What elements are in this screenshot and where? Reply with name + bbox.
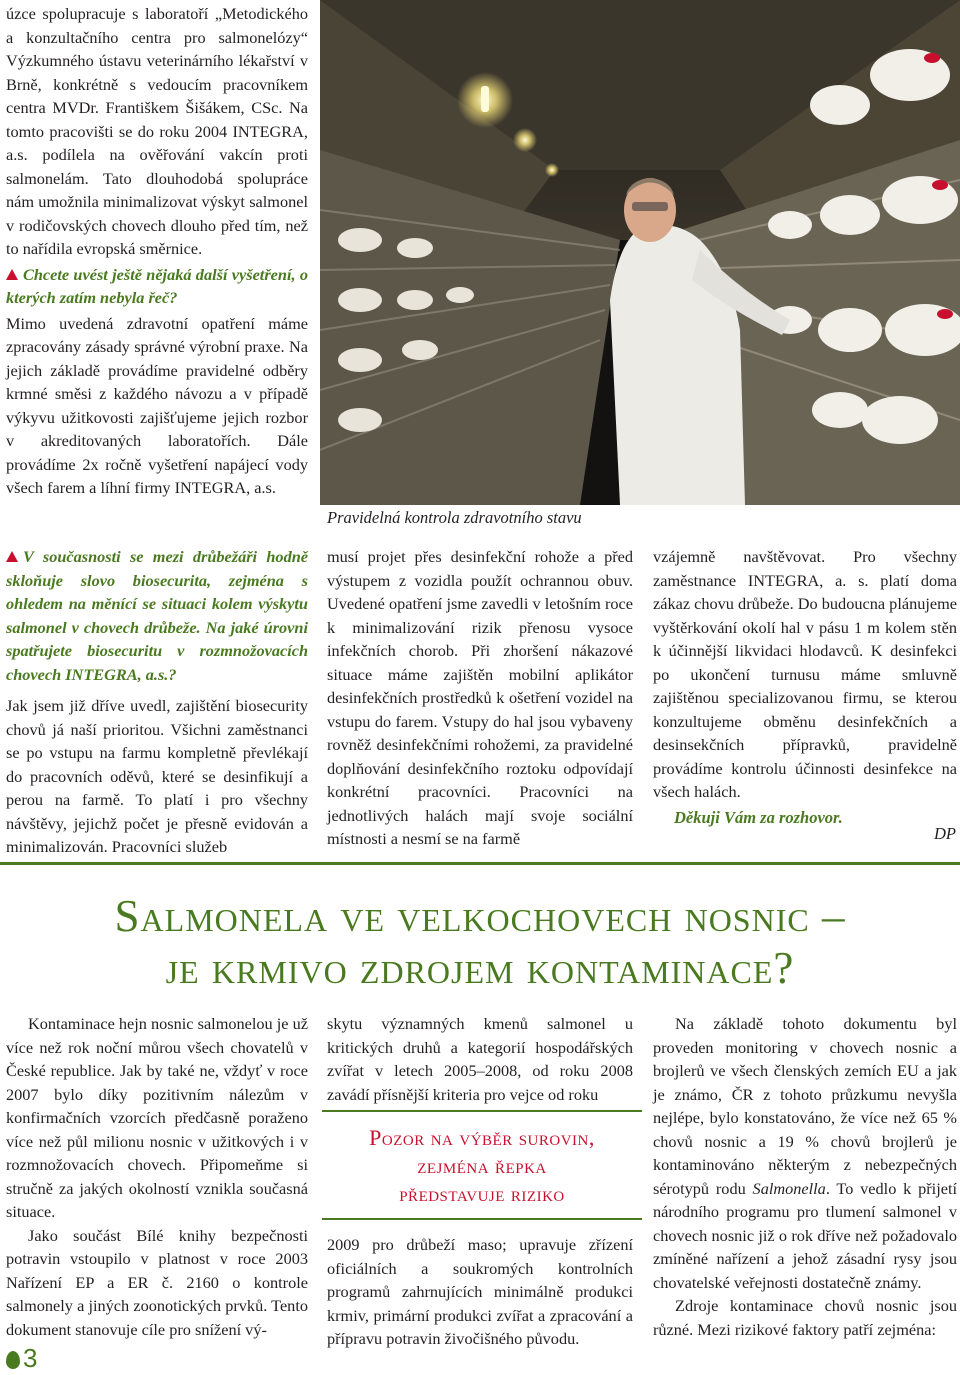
answer-1: Mimo uvedená zdravotní opatření máme zpracovány zásady správné výrobní praxe. Na jejich základě provádíme pravidelné odběry krmné směsi z každého návozu a v případě výkyvu užitkovosti zajišťujeme jejich rozbor v akreditovaných laboratořích. Dále provádíme 2x ročně vyšetření napájecí vody všech farem a líhní firmy INTEGRA, a.s. — [6, 313, 308, 497]
answer-2: Jak jsem již dříve uvedl, zajištění biosecurity chovů já naší prioritou. Všichni zaměstnanci se po vstupu na farmu kompletně převlékají do pracovních oděvů, které se desinfikují a perou na farmě. To platí i pro všechny návštěvy, jejichž počet je přesně evidován a minimalizován. Pracovníci služeb — [6, 696, 308, 856]
callout-line-1: Pozor na výběr surovin, — [369, 1125, 595, 1150]
triangle-icon — [6, 269, 18, 280]
lower-paragraph-2: Jako součást Bílé knihy bezpečnosti potravin vstoupilo v platnost v roce 2003 Nařízení EP a ER č. 2160 o kontrole salmonely a jiných zoonotických prvků. Tento dokument stanovuje cíle pro snížení vý- — [6, 1225, 308, 1339]
lower-column-2-bottom: 2009 pro drůbeží maso; upravuje zřízení oficiálních a soukromých kontrolních programů zahrnujících minimálně produkci krmiv, primární produkci zvířat a zpracování a přípravu potravin živočišného původu. — [327, 1235, 633, 1348]
question-1: Chcete uvést ještě nějaká další vyšetření, o kterých zatím nebyla řeč? — [6, 264, 308, 307]
headline-line-2: je krmivo zdrojem kontaminace? — [165, 943, 795, 993]
photo-illustration — [320, 0, 960, 505]
biosecurity-column — [6, 545, 308, 859]
thanks-line: Děkuji Vám za rozhovor. — [674, 808, 843, 827]
lower-column-3 — [653, 1012, 957, 1341]
headline-line-1: Salmonela ve velkochovech nosnic – — [114, 891, 846, 941]
callout-line-2: zejména řepka — [417, 1153, 547, 1178]
lower-paragraph-4: Zdroje kontaminace chovů nosnic jsou různé. Mezi rizikové faktory patří zejména: — [653, 1296, 957, 1339]
callout-box — [322, 1110, 642, 1220]
droplet-icon — [6, 1351, 20, 1369]
question-2: V současnosti se mezi drůbežáři hodně skloňuje slovo biosecurita, zejména s ohledem na měnící se situaci kolem výskytu salmonel v chovech drůbeže. Na jaké úrovni spatřujete biosecuritu v rozmnožovacích chovech INTEGRA, a.s.? — [6, 547, 308, 684]
column-3-upper: vzájemně navštěvovat. Pro všechny zaměstnance INTEGRA, a. s. platí doma zákaz chovu drůbeže. Do budoucna plánujeme vyštěrkování okolí hal v pásu 1 m kolem stěn k účinnější likvidaci hlodavců. K desinfekci po ukončení turnusu máme smluvně zajištěnou specializovanou firmu, se kterou konzultujeme obměnu desinfekčních a desinsekčních přípravků, pravidelně provádíme kontrolu účinnosti desinfekce na všech halách. — [653, 547, 957, 801]
triangle-icon — [6, 551, 18, 562]
photo-caption: Pravidelná kontrola zdravotního stavu — [327, 508, 582, 527]
author-initials: DP — [934, 824, 956, 843]
lower-column-1 — [6, 1012, 308, 1341]
article-headline — [0, 890, 960, 994]
intro-paragraph: úzce spolupracuje s laboratoří „Metodického a konzultačního centra pro salmonelózy“ Výzkumného ústavu veterinárního lékařství v Brně, konkrétně s vedoucím pracovníkem centra MVDr. Františkem Šišákem, CSc. Na tomto pracovišti se do roku 2004 INTEGRA, a.s. podílela na ověřování vakcín proti salmonelám. Tato dlouhodobá spolupráce nám umožnila minimalizovat výskyt salmonel v rodičovských chovech dlouho před tím, než to nařídila evropská směrnice. — [6, 4, 308, 258]
upper-left-column — [6, 2, 308, 500]
section-divider — [0, 862, 960, 865]
lower-paragraph-1: Kontaminace hejn nosnic salmonelou je už více než rok noční můrou všech chovatelů v České republice. Jak by také ne, vždyť v roce 2007 bylo díky pozitivním nálezům v konfirmačních vzorcích předčasně poraženo více než půl milionu nosnic v užitkových i v rozmnožovacích chovech. Připomeňme si stručně za jakých okolností vznikla současná situace. — [6, 1014, 308, 1221]
column-2-upper: musí projet přes desinfekční rohože a před výstupem z vozidla použít ochrannou obuv. Uvedené opatření jsme zavedli v letošním roce k minimalizování rizik přenosu vysoce infekčních chorob. Při zhoršení nákazové situace máme zajištěn mobilní aplikátor desinfekčních prostředků k ošetření vozidel na vstupu do farem. Vstupy do hal jsou vybaveny rovněž desinfekčními rohožemi, za pravidelné doplňování desinfekčního roztoku odpovídají konkrétní pracovníci. Pracovníci na jednotlivých halách mají svoje sociální místnosti a nesmí se na farmě — [327, 547, 633, 848]
lower-paragraph-3: Na základě tohoto dokumentu byl proveden monitoring v chovech nosnic a brojlerů ve všech členských zemích EU a jak je známo, ČR z tohoto průzkumu nevyšla nejlépe, bylo konstatováno, že více než 65 % chovů nosnic a 19 % chovů brojlerů je kontaminováno některým z nebezpečných sérotypů rodu Salmonella. To vedlo k přijetí národního programu pro tlumení salmonel v chovech nosnic již o rok dříve než požadovalo zmíněné nařízení a jehož zásadní rysy jsou chovatelské veřejnosti dostatečně známy. — [653, 1014, 957, 1292]
hen-house-photo — [320, 0, 960, 505]
lower-column-2-top: skytu významných kmenů salmonel u kritických druhů a kategorií hospodářských zvířat v letech 2005–2008, od roku 2008 zavádí přísnější kriteria pro vejce od roku — [327, 1014, 633, 1104]
callout-line-3: představuje riziko — [399, 1181, 565, 1206]
page-number: 3 — [6, 1345, 37, 1371]
